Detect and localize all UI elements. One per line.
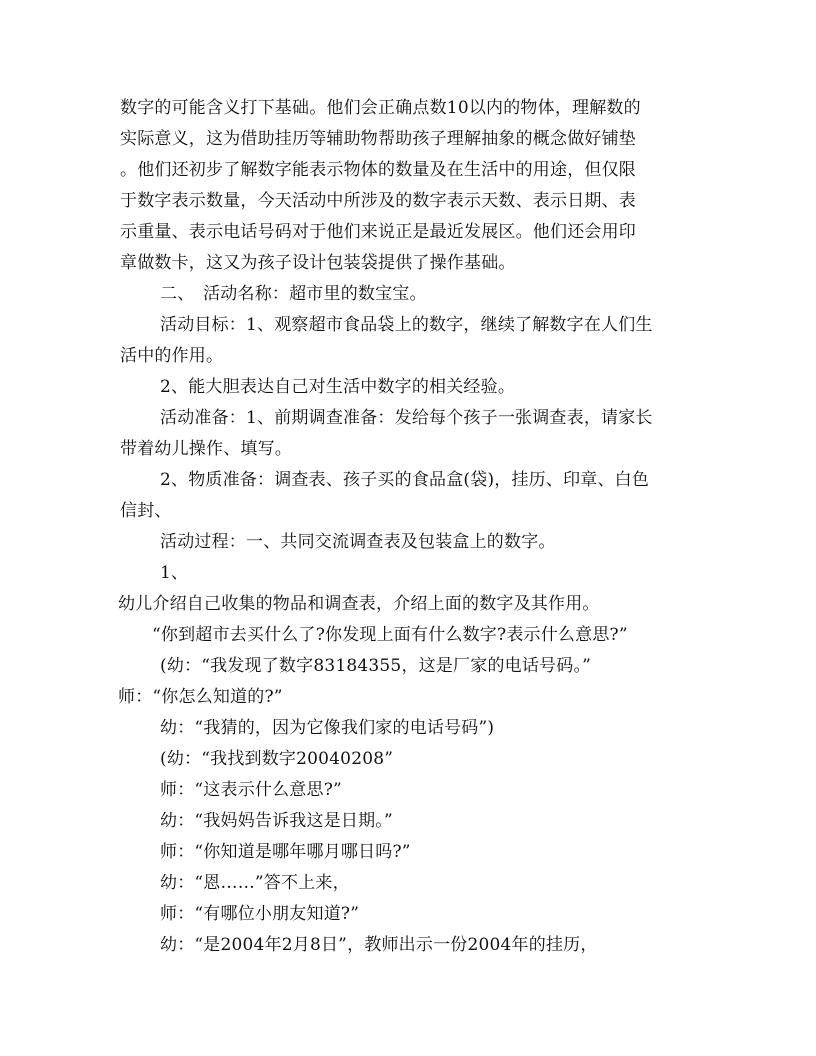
paragraph-line: 带着幼儿操作、填写。 [120, 439, 292, 459]
paragraph-line: 2、物质准备：调查表、孩子买的食品盒(袋)，挂历、印章、白色 [160, 470, 650, 490]
dialogue-line: 幼：“是2004年2月8日”，教师出示一份2004年的挂历， [160, 935, 598, 955]
paragraph-line: 数字的可能含义打下基础。他们会正确点数10以内的物体，理解数的 [120, 98, 641, 118]
paragraph-line: 章做数卡，这又为孩子设计包装袋提供了操作基础。 [120, 253, 516, 273]
paragraph-line: 活动准备：1、前期调查准备：发给每个孩子一张调查表，请家长 [160, 408, 653, 428]
paragraph-line: 于数字表示数量，今天活动中所涉及的数字表示天数、表示日期、表 [120, 191, 636, 211]
dialogue-line: 师：“有哪位小朋友知道?” [160, 904, 360, 924]
paragraph-line: 。他们还初步了解数字能表示物体的数量及在生活中的用途，但仅限 [120, 160, 636, 180]
dialogue-line: “你到超市去买什么了?你发现上面有什么数字?表示什么意思?” [152, 625, 628, 645]
paragraph-line: 实际意义，这为借助挂历等辅助物帮助孩子理解抽象的概念做好铺垫 [120, 129, 636, 149]
dialogue-line: 师：“你知道是哪年哪月哪日吗?” [160, 842, 411, 862]
dialogue-line: (幼：“我发现了数字83184355，这是厂家的电话号码。” [160, 656, 592, 676]
dialogue-line: 师：“这表示什么意思?” [160, 780, 342, 800]
dialogue-line: 幼：“我猜的，因为它像我们家的电话号码”) [160, 718, 495, 738]
paragraph-line: 活动过程：一、共同交流调查表及包装盒上的数字。 [160, 532, 556, 552]
dialogue-line: 幼：“恩……”答不上来， [160, 873, 350, 893]
paragraph-line: 2、能大胆表达自己对生活中数字的相关经验。 [160, 377, 516, 397]
dialogue-line: 幼：“我妈妈告诉我这是日期。” [160, 811, 393, 831]
paragraph-line: 活动目标：1、观察超市食品袋上的数字，继续了解数字在人们生 [160, 315, 653, 335]
paragraph-line: 示重量、表示电话号码对于他们来说正是最近发展区。他们还会用印 [120, 222, 636, 242]
dialogue-line: 师：“你怎么知道的?” [118, 687, 283, 707]
paragraph-line: 幼儿介绍自己收集的物品和调查表，介绍上面的数字及其作用。 [118, 594, 600, 614]
paragraph-line: 1、 [160, 563, 189, 583]
dialogue-line: (幼：“我找到数字20040208” [160, 749, 394, 769]
section-heading: 二、 活动名称：超市里的数宝宝。 [160, 284, 427, 304]
paragraph-line: 活中的作用。 [120, 346, 224, 366]
paragraph-line: 信封、 [120, 501, 172, 521]
